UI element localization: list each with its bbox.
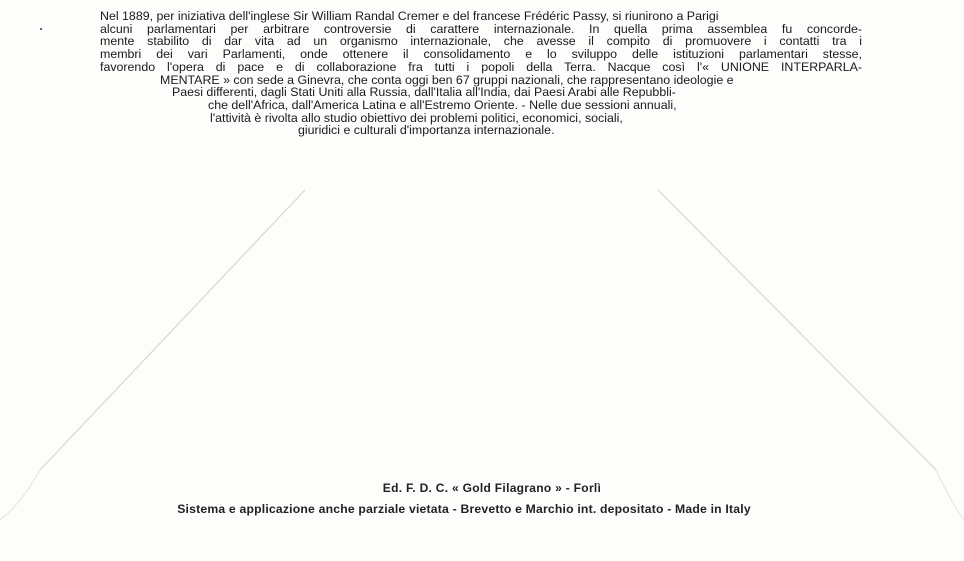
history-text-block <box>100 10 862 137</box>
left-flap-edge <box>40 190 305 470</box>
history-line: che dell'Africa, dall'America Latina e all'Estremo Oriente. - Nelle due sessioni annuali, <box>208 97 677 112</box>
history-line: Nel 1889, per iniziativa dell'inglese Sir William Randal Cremer e del francese Frédéric Passy, si riunirono a Parigi <box>100 9 719 23</box>
ink-dot <box>40 28 42 30</box>
history-line: mente stabilito di dar vita ad un organismo internazionale, che avesse il compito di promuovere i contatti tra i <box>100 34 862 49</box>
history-line: giuridici e culturali d'importanza internazionale. <box>298 123 555 138</box>
history-line: Paesi differenti, dagli Stati Uniti alla Russia, dall'Italia all'India, dai Paesi Arabi alle Repubbli- <box>172 85 676 100</box>
history-line: favorendo l'opera di pace e di collaborazione fra tutti i popoli della Terra. Nacque così l'« UNIONE INTERPARLA- <box>100 59 862 74</box>
history-line: alcuni parlamentari per arbitrare controversie di carattere internazionale. In quella prima assemblea fu concorde- <box>100 21 862 36</box>
rights-text: Sistema e applicazione anche parziale vietata - Brevetto e Marchio int. depositato - Made in Italy <box>177 502 751 516</box>
history-line: membri dei vari Parlamenti, onde ottenere il consolidamento e lo sviluppo delle istituzioni parlamentari stesse, <box>100 47 862 62</box>
publisher-text: Ed. F. D. C. « Gold Filagrano » - Forlì <box>382 481 602 495</box>
rights-line <box>0 502 964 516</box>
right-flap-edge <box>658 190 936 470</box>
publisher-line <box>0 481 964 495</box>
history-line: MENTARE » con sede a Ginevra, che conta oggi ben 67 gruppi nazionali, che rappresentano ideologie e <box>160 72 734 87</box>
history-line: l'attività è rivolta allo studio obiettivo dei problemi politici, economici, sociali, <box>210 110 623 125</box>
